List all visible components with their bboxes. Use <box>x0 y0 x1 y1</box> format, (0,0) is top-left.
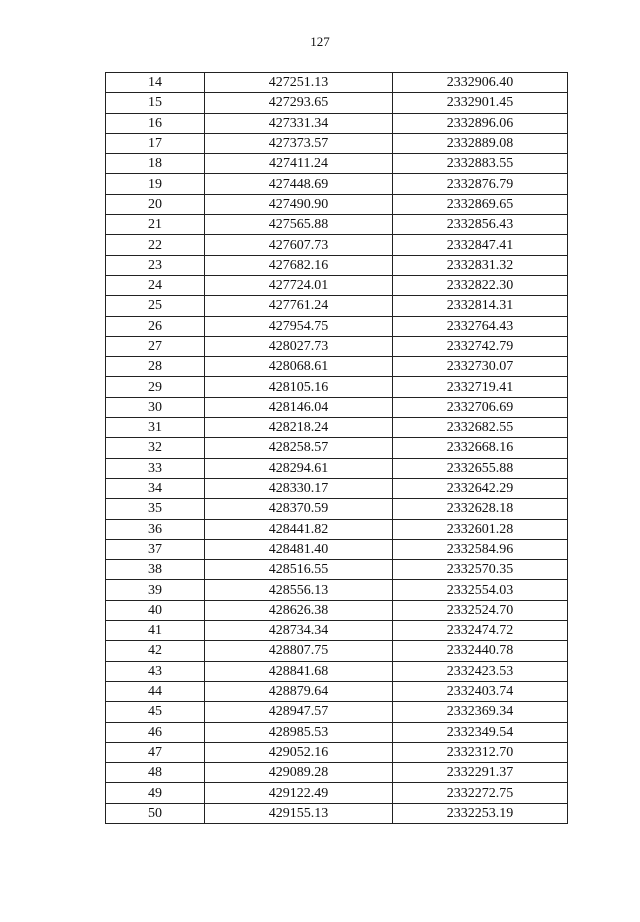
x-coordinate-cell: 427682.16 <box>205 255 393 275</box>
table-row <box>106 113 568 133</box>
point-number-cell: 33 <box>106 458 205 478</box>
page-number: 127 <box>310 34 330 49</box>
table-row <box>106 316 568 336</box>
point-number-cell: 29 <box>106 377 205 397</box>
point-number-cell: 30 <box>106 397 205 417</box>
y-coordinate-cell: 2332883.55 <box>393 154 568 174</box>
x-coordinate-cell: 428027.73 <box>205 336 393 356</box>
x-coordinate-cell: 429122.49 <box>205 783 393 803</box>
y-coordinate-cell: 2332584.96 <box>393 539 568 559</box>
point-number-cell: 36 <box>106 519 205 539</box>
x-coordinate-cell: 428807.75 <box>205 641 393 661</box>
point-number-cell: 18 <box>106 154 205 174</box>
table-row <box>106 235 568 255</box>
point-number-cell: 45 <box>106 702 205 722</box>
point-number-cell: 23 <box>106 255 205 275</box>
x-coordinate-cell: 427954.75 <box>205 316 393 336</box>
x-coordinate-cell: 427448.69 <box>205 174 393 194</box>
point-number-cell: 49 <box>106 783 205 803</box>
table-row <box>106 641 568 661</box>
table-row <box>106 783 568 803</box>
point-number-cell: 47 <box>106 742 205 762</box>
y-coordinate-cell: 2332291.37 <box>393 763 568 783</box>
x-coordinate-cell: 428516.55 <box>205 560 393 580</box>
y-coordinate-cell: 2332369.34 <box>393 702 568 722</box>
point-number-cell: 20 <box>106 194 205 214</box>
table-row <box>106 73 568 93</box>
table-row <box>106 681 568 701</box>
table-row <box>106 803 568 823</box>
table-row <box>106 296 568 316</box>
point-number-cell: 28 <box>106 357 205 377</box>
table-row <box>106 763 568 783</box>
point-number-cell: 26 <box>106 316 205 336</box>
y-coordinate-cell: 2332554.03 <box>393 580 568 600</box>
y-coordinate-cell: 2332896.06 <box>393 113 568 133</box>
point-number-cell: 44 <box>106 681 205 701</box>
point-number-cell: 34 <box>106 478 205 498</box>
point-number-cell: 14 <box>106 73 205 93</box>
point-number-cell: 22 <box>106 235 205 255</box>
x-coordinate-cell: 428146.04 <box>205 397 393 417</box>
table-row <box>106 661 568 681</box>
x-coordinate-cell: 427251.13 <box>205 73 393 93</box>
x-coordinate-cell: 427565.88 <box>205 215 393 235</box>
table-row <box>106 458 568 478</box>
coordinates-table-body <box>106 73 568 824</box>
point-number-cell: 17 <box>106 133 205 153</box>
y-coordinate-cell: 2332822.30 <box>393 275 568 295</box>
x-coordinate-cell: 427761.24 <box>205 296 393 316</box>
y-coordinate-cell: 2332869.65 <box>393 194 568 214</box>
point-number-cell: 43 <box>106 661 205 681</box>
y-coordinate-cell: 2332814.31 <box>393 296 568 316</box>
y-coordinate-cell: 2332642.29 <box>393 478 568 498</box>
table-row <box>106 742 568 762</box>
y-coordinate-cell: 2332847.41 <box>393 235 568 255</box>
point-number-cell: 32 <box>106 438 205 458</box>
table-row <box>106 560 568 580</box>
y-coordinate-cell: 2332901.45 <box>393 93 568 113</box>
y-coordinate-cell: 2332524.70 <box>393 600 568 620</box>
x-coordinate-cell: 428626.38 <box>205 600 393 620</box>
y-coordinate-cell: 2332628.18 <box>393 499 568 519</box>
point-number-cell: 42 <box>106 641 205 661</box>
x-coordinate-cell: 427373.57 <box>205 133 393 153</box>
x-coordinate-cell: 428985.53 <box>205 722 393 742</box>
point-number-cell: 31 <box>106 418 205 438</box>
point-number-cell: 24 <box>106 275 205 295</box>
table-row <box>106 255 568 275</box>
point-number-cell: 39 <box>106 580 205 600</box>
table-row <box>106 275 568 295</box>
table-row <box>106 499 568 519</box>
point-number-cell: 41 <box>106 621 205 641</box>
point-number-cell: 16 <box>106 113 205 133</box>
table-row <box>106 438 568 458</box>
table-row <box>106 93 568 113</box>
x-coordinate-cell: 428330.17 <box>205 478 393 498</box>
point-number-cell: 46 <box>106 722 205 742</box>
y-coordinate-cell: 2332764.43 <box>393 316 568 336</box>
x-coordinate-cell: 429089.28 <box>205 763 393 783</box>
y-coordinate-cell: 2332831.32 <box>393 255 568 275</box>
point-number-cell: 19 <box>106 174 205 194</box>
table-row <box>106 215 568 235</box>
table-row <box>106 377 568 397</box>
x-coordinate-cell: 428370.59 <box>205 499 393 519</box>
y-coordinate-cell: 2332889.08 <box>393 133 568 153</box>
table-row <box>106 154 568 174</box>
table-row <box>106 194 568 214</box>
table-row <box>106 133 568 153</box>
point-number-cell: 40 <box>106 600 205 620</box>
x-coordinate-cell: 428556.13 <box>205 580 393 600</box>
table-row <box>106 336 568 356</box>
x-coordinate-cell: 428258.57 <box>205 438 393 458</box>
y-coordinate-cell: 2332272.75 <box>393 783 568 803</box>
y-coordinate-cell: 2332682.55 <box>393 418 568 438</box>
y-coordinate-cell: 2332474.72 <box>393 621 568 641</box>
point-number-cell: 15 <box>106 93 205 113</box>
x-coordinate-cell: 428481.40 <box>205 539 393 559</box>
table-row <box>106 418 568 438</box>
point-number-cell: 37 <box>106 539 205 559</box>
coordinates-table <box>105 72 568 824</box>
point-number-cell: 27 <box>106 336 205 356</box>
x-coordinate-cell: 428841.68 <box>205 661 393 681</box>
y-coordinate-cell: 2332253.19 <box>393 803 568 823</box>
y-coordinate-cell: 2332730.07 <box>393 357 568 377</box>
x-coordinate-cell: 428879.64 <box>205 681 393 701</box>
x-coordinate-cell: 428441.82 <box>205 519 393 539</box>
y-coordinate-cell: 2332655.88 <box>393 458 568 478</box>
x-coordinate-cell: 427724.01 <box>205 275 393 295</box>
table-row <box>106 539 568 559</box>
y-coordinate-cell: 2332403.74 <box>393 681 568 701</box>
x-coordinate-cell: 427411.24 <box>205 154 393 174</box>
x-coordinate-cell: 427607.73 <box>205 235 393 255</box>
table-row <box>106 600 568 620</box>
x-coordinate-cell: 428947.57 <box>205 702 393 722</box>
table-row <box>106 621 568 641</box>
x-coordinate-cell: 427293.65 <box>205 93 393 113</box>
point-number-cell: 25 <box>106 296 205 316</box>
table-row <box>106 722 568 742</box>
table-row <box>106 478 568 498</box>
point-number-cell: 48 <box>106 763 205 783</box>
table-row <box>106 702 568 722</box>
y-coordinate-cell: 2332706.69 <box>393 397 568 417</box>
table-row <box>106 580 568 600</box>
y-coordinate-cell: 2332570.35 <box>393 560 568 580</box>
table-row <box>106 357 568 377</box>
y-coordinate-cell: 2332440.78 <box>393 641 568 661</box>
point-number-cell: 50 <box>106 803 205 823</box>
y-coordinate-cell: 2332601.28 <box>393 519 568 539</box>
y-coordinate-cell: 2332906.40 <box>393 73 568 93</box>
point-number-cell: 38 <box>106 560 205 580</box>
x-coordinate-cell: 428218.24 <box>205 418 393 438</box>
y-coordinate-cell: 2332856.43 <box>393 215 568 235</box>
x-coordinate-cell: 428068.61 <box>205 357 393 377</box>
x-coordinate-cell: 428294.61 <box>205 458 393 478</box>
point-number-cell: 35 <box>106 499 205 519</box>
table-row <box>106 174 568 194</box>
y-coordinate-cell: 2332668.16 <box>393 438 568 458</box>
x-coordinate-cell: 429052.16 <box>205 742 393 762</box>
point-number-cell: 21 <box>106 215 205 235</box>
y-coordinate-cell: 2332312.70 <box>393 742 568 762</box>
x-coordinate-cell: 427490.90 <box>205 194 393 214</box>
table-row <box>106 519 568 539</box>
y-coordinate-cell: 2332349.54 <box>393 722 568 742</box>
x-coordinate-cell: 429155.13 <box>205 803 393 823</box>
x-coordinate-cell: 428734.34 <box>205 621 393 641</box>
y-coordinate-cell: 2332742.79 <box>393 336 568 356</box>
x-coordinate-cell: 427331.34 <box>205 113 393 133</box>
y-coordinate-cell: 2332876.79 <box>393 174 568 194</box>
y-coordinate-cell: 2332423.53 <box>393 661 568 681</box>
y-coordinate-cell: 2332719.41 <box>393 377 568 397</box>
table-row <box>106 397 568 417</box>
x-coordinate-cell: 428105.16 <box>205 377 393 397</box>
